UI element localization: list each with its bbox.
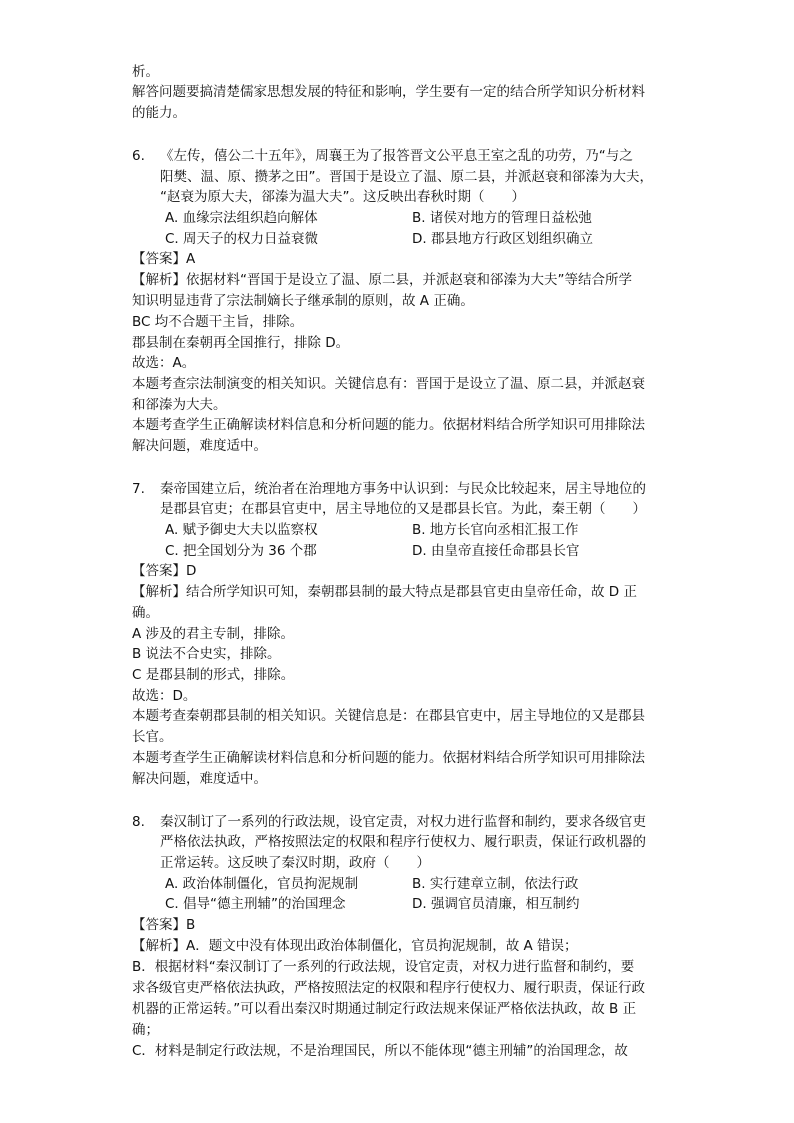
q7-analysis-line-3: A 涉及的君主专制，排除。 [132, 626, 295, 642]
q7-stem-line-1: 秦帝国建立后，统治者在治理地方事务中认识到：与民众比较起来，居主导地位的 [160, 481, 646, 497]
q6-option-b: B. 诸侯对地方的管理日益松弛 [412, 210, 592, 226]
q7-analysis-line-6: 故选：D。 [132, 688, 197, 704]
q8-stem-line-2: 严格依法执政，严格按照法定的权限和程序行使权力、履行职责，保证行政机器的 [160, 834, 646, 850]
q7-stem-line-2: 是郡县官吏；在郡县官吏中，居主导地位的又是郡县长官。为此，秦王朝（ ） [160, 501, 646, 517]
q8-analysis-line-6: C．材料是制定行政法规，不是治理国民，所以不能体现“德主刑辅”的治国理念，故 [132, 1043, 628, 1059]
q8-analysis-line-3: 求各级官吏严格依法执政，严格按照法定的权限和程序行使权力、履行职责，保证行政 [132, 980, 645, 996]
q7-analysis-line-5: C 是郡县制的形式，排除。 [132, 667, 295, 683]
intro-line-3: 的能力。 [132, 105, 186, 121]
q7-answer: 【答案】D [132, 563, 197, 579]
q6-stem-line-2: 阳樊、温、原、攒茅之田”。晋国于是设立了温、原二县，并派赵衰和郤溱为大夫， [160, 169, 653, 185]
q8-analysis-line-4: 机器的正常运转。”可以看出秦汉时期通过制定行政法规来保证严格依法执政，故 B 正 [132, 1001, 637, 1017]
q6-analysis-line-8: 本题考查学生正确解读材料信息和分析问题的能力。依据材料结合所学知识可用排除法 [132, 417, 645, 433]
q6-analysis-line-5: 故选：A。 [132, 355, 196, 371]
q8-option-a: A. 政治体制僵化，官员拘泥规制 [165, 876, 359, 892]
q8-analysis-line-1: 【解析】A．题文中没有体现出政治体制僵化，官员拘泥规制，故 A 错误； [132, 938, 578, 954]
q7-analysis-line-1: 【解析】结合所学知识可知，秦朝郡县制的最大特点是郡县官吏由皇帝任命，故 D 正 [132, 584, 637, 600]
q7-analysis-line-10: 解决问题，难度适中。 [132, 771, 267, 787]
q6-analysis-line-6: 本题考查宗法制演变的相关知识。关键信息有：晋国于是设立了温、原二县，并派赵衰 [132, 376, 645, 392]
q7-analysis-line-2: 确。 [132, 605, 159, 621]
q8-option-d: D. 强调官员清廉，相互制约 [412, 896, 580, 912]
q6-answer: 【答案】A [132, 251, 196, 267]
q7-analysis-line-7: 本题考查秦朝郡县制的相关知识。关键信息是：在郡县官吏中，居主导地位的又是郡县 [132, 708, 645, 724]
q7-option-a: A. 赋予御史大夫以监察权 [165, 522, 318, 538]
q8-analysis-line-5: 确； [132, 1022, 159, 1038]
q8-option-b: B. 实行建章立制，依法行政 [412, 876, 579, 892]
q7-option-c: C. 把全国划分为 36 个郡 [165, 543, 317, 559]
q8-stem-line-3: 正常运转。这反映了秦汉时期，政府（ ） [160, 855, 430, 871]
intro-line-2: 解答问题要搞清楚儒家思想发展的特征和影响，学生要有一定的结合所学知识分析材料 [132, 84, 645, 100]
q8-number: 8. [132, 814, 145, 830]
q6-option-d: D. 郡县地方行政区划组织确立 [412, 231, 593, 247]
q6-analysis-line-4: 郡县制在秦朝再全国推行，排除 D。 [132, 335, 350, 351]
q8-analysis-line-2: B．根据材料“秦汉制订了一系列的行政法规，设官定责，对权力进行监督和制约，要 [132, 959, 635, 975]
q6-option-c: C. 周天子的权力日益衰微 [165, 231, 319, 247]
q7-option-b: B. 地方长官向丞相汇报工作 [412, 522, 579, 538]
q6-analysis-line-9: 解决问题，难度适中。 [132, 438, 267, 454]
q6-stem-line-1: 《左传，僖公二十五年》，周襄王为了报答晋文公平息王室之乱的功劳，乃“与之 [160, 148, 633, 164]
intro-line-1: 析。 [132, 64, 159, 80]
q6-number: 6. [132, 148, 145, 164]
q6-analysis-line-2: 知识明显违背了宗法制嫡长子继承制的原则，故 A 正确。 [132, 293, 474, 309]
q6-analysis-line-7: 和郤溱为大夫。 [132, 397, 227, 413]
q6-analysis-line-3: BC 均不合题干主旨，排除。 [132, 314, 304, 330]
q7-number: 7. [132, 481, 145, 497]
q7-analysis-line-4: B 说法不合史实，排除。 [132, 646, 281, 662]
q6-analysis-line-1: 【解析】依据材料“晋国于是设立了温、原二县，并派赵衰和郤溱为大夫”等结合所学 [132, 272, 632, 288]
q7-analysis-line-9: 本题考查学生正确解读材料信息和分析问题的能力。依据材料结合所学知识可用排除法 [132, 750, 645, 766]
q8-stem-line-1: 秦汉制订了一系列的行政法规，设官定责，对权力进行监督和制约，要求各级官吏 [160, 814, 646, 830]
q8-option-c: C. 倡导“德主刑辅”的治国理念 [165, 896, 346, 912]
q8-answer: 【答案】B [132, 917, 196, 933]
q7-analysis-line-8: 长官。 [132, 729, 173, 745]
q7-option-d: D. 由皇帝直接任命郡县长官 [412, 543, 580, 559]
q6-option-a: A. 血缘宗法组织趋向解体 [165, 210, 318, 226]
q6-stem-line-3: “赵衰为原大夫，郤溱为温大夫”。这反映出春秋时期（ ） [160, 189, 525, 205]
